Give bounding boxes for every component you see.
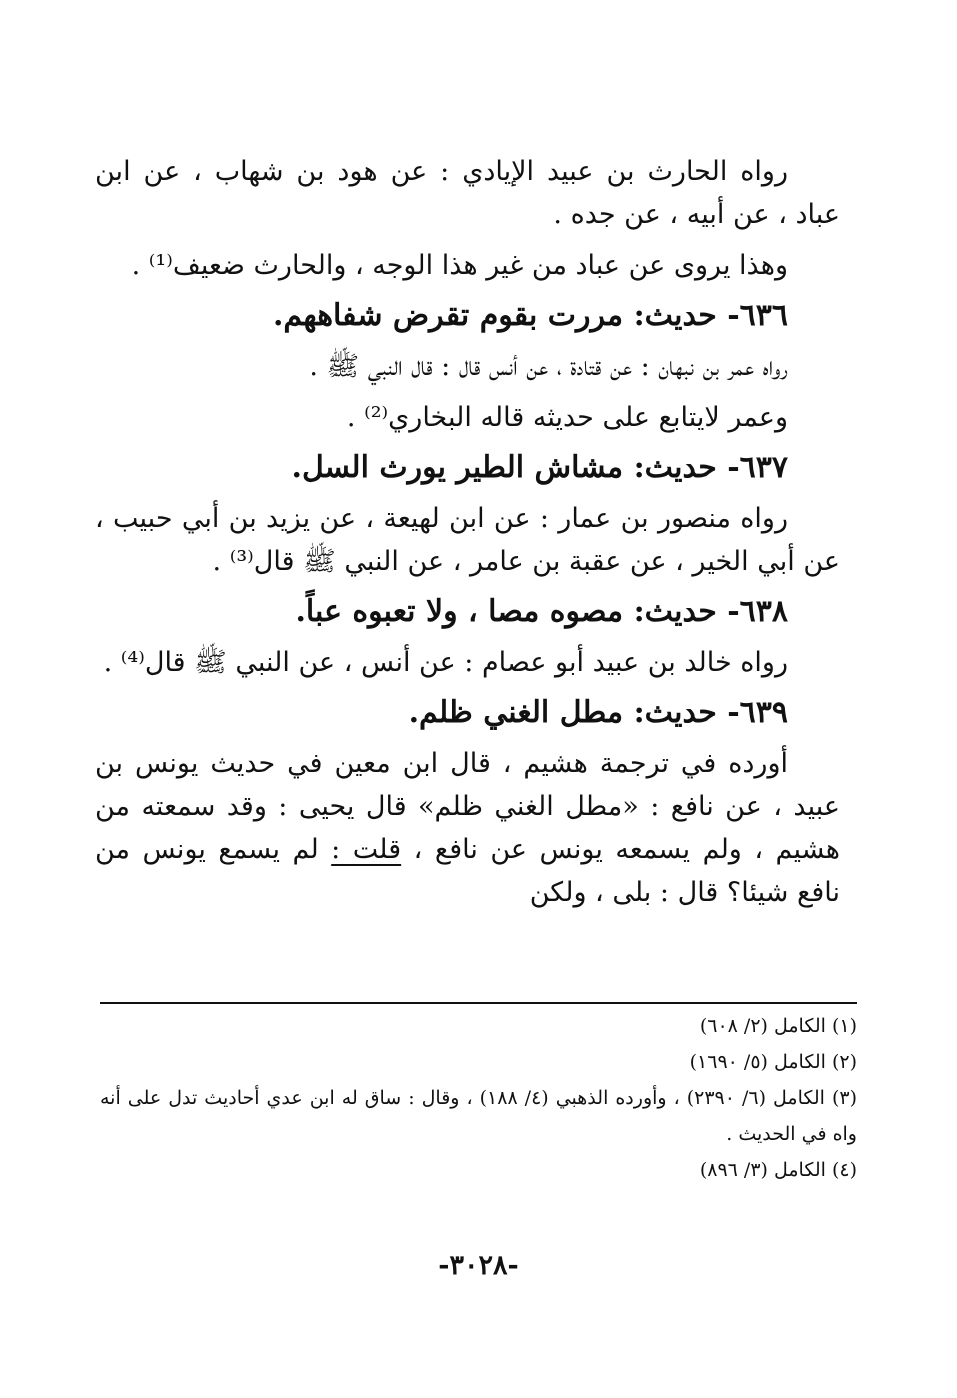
- paragraph-text: وهذا يروى عن عباد من غير هذا الوجه ، والحارث ضعيف⁽¹⁾ .: [131, 250, 788, 281]
- hadith-number: ٦٣٧-: [727, 450, 788, 485]
- hadith-heading-639: [95, 684, 840, 742]
- hadith-label: حديث:: [633, 695, 717, 730]
- hadith-text: مصوه مصا ، ولا تعبوه عباً.: [295, 594, 624, 629]
- hadith-number: ٦٣٦-: [727, 298, 788, 333]
- paragraph-636-note: [95, 396, 840, 439]
- paragraph-text: وعمر لايتابع على حديثه قاله البخاري⁽²⁾ .: [346, 402, 788, 433]
- paragraph-text: أورده في ترجمة هشيم ، قال ابن معين في حديث يونس بن عبيد ، عن نافع : «مطل الغني ظلم» قال يحيى : وقد سمعته من هشيم ، ولم يسمعه يونس عن نافع ،: [95, 748, 840, 865]
- underlined-phrase: قلت :: [331, 834, 402, 865]
- hadith-label: حديث:: [633, 298, 717, 333]
- hadith-heading-637: [95, 439, 840, 497]
- footnote-4: (٤) الكامل (٣/ ٨٩٦): [699, 1159, 857, 1181]
- paragraph-text: رواه الحارث بن عبيد الإيادي : عن هود بن شهاب ، عن ابن عباد ، عن أبيه ، عن جده .: [95, 156, 840, 230]
- footnotes: [100, 1002, 857, 1188]
- paragraph-intro-chain: [95, 150, 840, 236]
- paragraph-637-chain: [95, 497, 840, 583]
- footnote-3: (٣) الكامل (٦/ ٢٣٩٠) ، وأورده الذهبي (٤/ ١٨٨) ، وقال : ساق له ابن عدي أحاديث تدل على أنه واه في الحديث .: [100, 1087, 858, 1145]
- footnote-1: (١) الكامل (٢/ ٦٠٨): [699, 1015, 857, 1037]
- paragraph-639: [95, 742, 840, 914]
- paragraph-636-chain: [95, 345, 840, 388]
- paragraph-text: رواه عمر بن نبهان : عن قتادة ، عن أنس قال : قال النبي ﷺ .: [309, 351, 788, 382]
- hadith-number: ٦٣٩-: [727, 695, 788, 730]
- hadith-label: حديث:: [633, 594, 717, 629]
- paragraph-638-chain: [95, 641, 840, 684]
- main-text: [95, 150, 840, 914]
- paragraph-text: لم يسمع يونس من نافع شيئا؟ قال : بلى ، ولكن: [95, 834, 840, 908]
- hadith-heading-638: [95, 583, 840, 641]
- hadith-text: مشاش الطير يورث السل.: [291, 450, 624, 485]
- paragraph-text: رواه خالد بن عبيد أبو عصام : عن أنس ، عن النبي ﷺ قال⁽⁴⁾ .: [103, 647, 788, 678]
- hadith-text: مطل الغني ظلم.: [408, 695, 624, 730]
- paragraph-text: رواه منصور بن عمار : عن ابن لهيعة ، عن يزيد بن أبي حبيب ، عن أبي الخير ، عن عقبة بن عامر ، عن النبي ﷺ قال⁽³⁾ .: [95, 503, 840, 577]
- paragraph-note: [95, 244, 840, 287]
- footnote-2: (٢) الكامل (٥/ ١٦٩٠): [689, 1051, 857, 1073]
- page-number: -٣٠٢٨-: [438, 1250, 519, 1281]
- hadith-heading-636: [95, 287, 840, 345]
- hadith-number: ٦٣٨-: [727, 594, 788, 629]
- hadith-label: حديث:: [633, 450, 717, 485]
- hadith-text: مررت بقوم تقرض شفاههم.: [272, 298, 624, 333]
